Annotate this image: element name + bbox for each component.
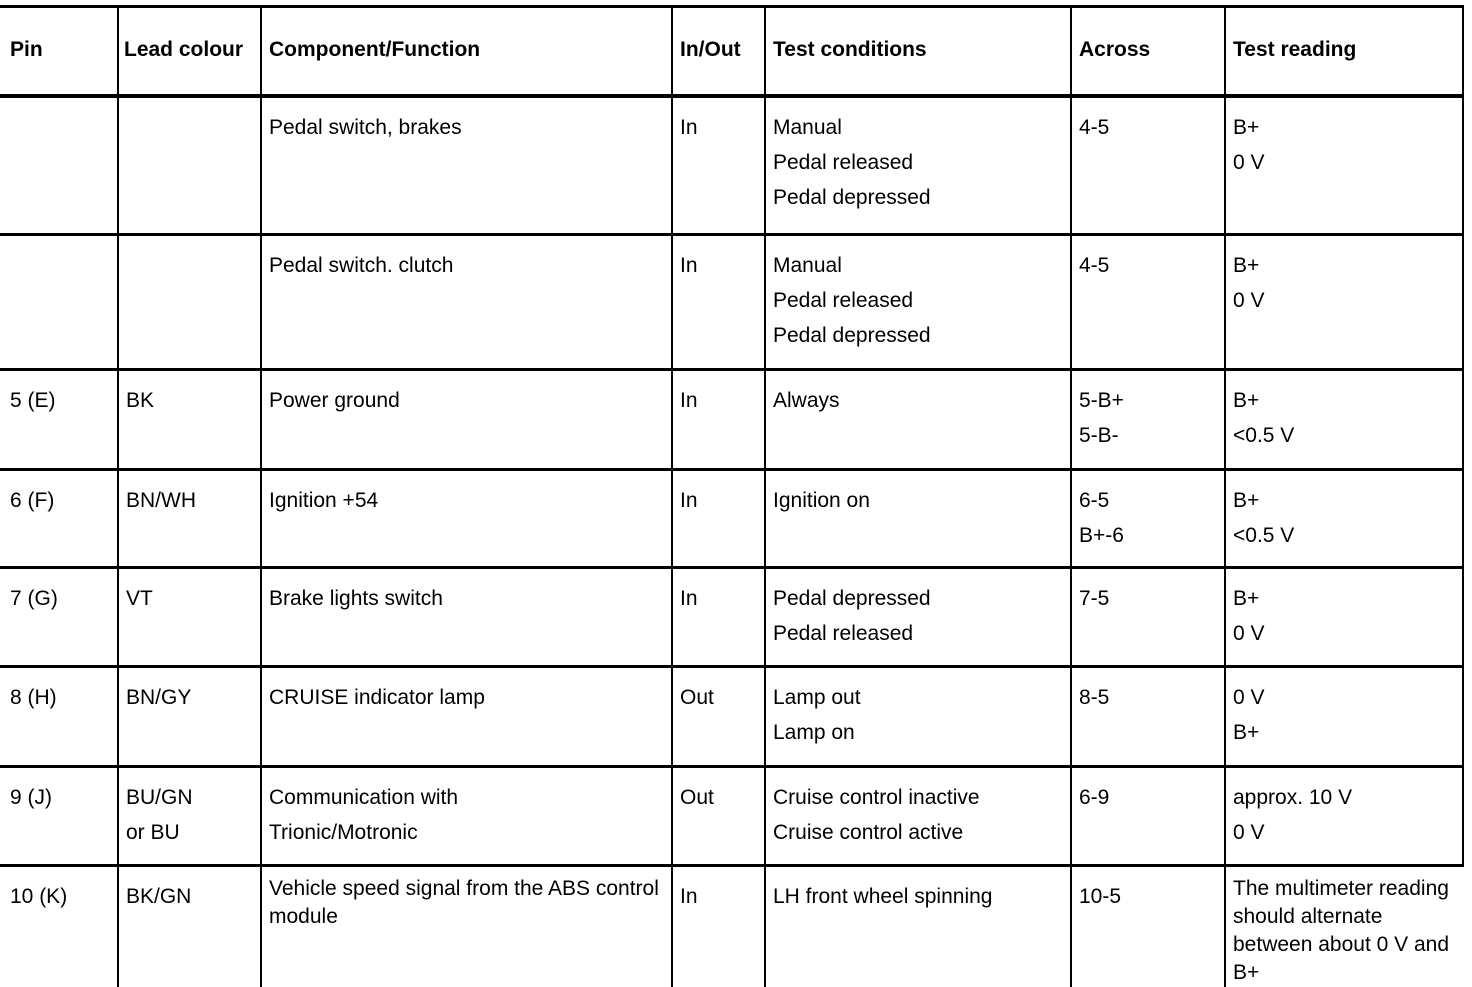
cell-text: 7 (G) bbox=[10, 586, 58, 610]
cell-text: Out bbox=[680, 785, 714, 809]
cell-text: Manual bbox=[773, 116, 842, 139]
cell-lead-colour bbox=[118, 666, 261, 766]
cell-text: In bbox=[680, 586, 698, 610]
cell-text: BN/WH bbox=[126, 488, 196, 512]
cell-across bbox=[1071, 469, 1225, 567]
cell-text: Pedal switch, brakes bbox=[269, 116, 462, 139]
cell-pin bbox=[0, 865, 118, 987]
cell-across bbox=[1071, 369, 1225, 469]
column-header-across: Across bbox=[1071, 7, 1225, 97]
cell-text: B+ bbox=[1233, 586, 1260, 610]
cell-text: 0 V bbox=[1233, 820, 1265, 844]
cell-component-function bbox=[261, 234, 672, 369]
cell-component-function bbox=[261, 567, 672, 666]
table-row bbox=[0, 469, 1463, 567]
cell-text: In bbox=[680, 116, 698, 139]
cell-text: Trionic/Motronic bbox=[269, 820, 418, 844]
cell-text: BU/GN bbox=[126, 785, 193, 809]
cell-text: 6 (F) bbox=[10, 488, 55, 512]
cell-text: Communication with bbox=[269, 785, 459, 809]
cell-text: Ignition on bbox=[773, 488, 870, 512]
cell-text: Pedal released bbox=[773, 621, 914, 645]
cell-text: BK bbox=[126, 388, 155, 412]
table-row bbox=[0, 96, 1463, 234]
cell-text: Lamp on bbox=[773, 720, 855, 744]
cell-text: VT bbox=[126, 586, 153, 610]
column-header-in-out: In/Out bbox=[672, 7, 765, 97]
cell-text: In bbox=[680, 884, 698, 908]
cell-text: BK/GN bbox=[126, 884, 192, 908]
cell-test-reading bbox=[1225, 369, 1463, 469]
cell-test-conditions bbox=[765, 469, 1071, 567]
cell-lead-colour bbox=[118, 865, 261, 987]
cell-test-conditions bbox=[765, 567, 1071, 666]
pin-test-table bbox=[0, 5, 1464, 987]
cell-text: 5-B+ bbox=[1079, 388, 1124, 412]
cell-text: B+-6 bbox=[1079, 523, 1124, 547]
table-row bbox=[0, 666, 1463, 766]
cell-text: 10-5 bbox=[1079, 884, 1122, 908]
cell-in-out bbox=[672, 666, 765, 766]
cell-component-function bbox=[261, 766, 672, 865]
column-header-component-function: Component/Function bbox=[261, 7, 672, 97]
cell-text: Ignition +54 bbox=[269, 488, 379, 512]
cell-in-out bbox=[672, 766, 765, 865]
cell-text: B+ bbox=[1233, 720, 1260, 744]
cell-text: 8 (H) bbox=[10, 685, 57, 709]
cell-text: 8-5 bbox=[1079, 685, 1110, 709]
cell-lead-colour bbox=[118, 369, 261, 469]
cell-text: 6-5 bbox=[1079, 488, 1110, 512]
cell-text: Lamp out bbox=[773, 685, 861, 709]
cell-test-conditions bbox=[765, 369, 1071, 469]
cell-text: approx. 10 V bbox=[1233, 785, 1353, 809]
cell-text: The multimeter reading should alternate between about 0 V and B+ bbox=[1233, 876, 1450, 984]
cell-test-conditions bbox=[765, 865, 1071, 987]
cell-test-conditions bbox=[765, 766, 1071, 865]
cell-text: or BU bbox=[126, 820, 180, 844]
cell-test-reading bbox=[1225, 234, 1463, 369]
cell-pin bbox=[0, 567, 118, 666]
cell-text: B+ bbox=[1233, 116, 1260, 139]
table-row bbox=[0, 865, 1463, 987]
cell-test-conditions bbox=[765, 666, 1071, 766]
cell-text: CRUISE indicator lamp bbox=[269, 685, 485, 709]
cell-in-out bbox=[672, 865, 765, 987]
cell-pin bbox=[0, 369, 118, 469]
cell-text: Manual bbox=[773, 253, 842, 277]
cell-test-conditions bbox=[765, 96, 1071, 234]
cell-across bbox=[1071, 766, 1225, 865]
cell-text: Cruise control inactive bbox=[773, 785, 980, 809]
cell-in-out bbox=[672, 469, 765, 567]
cell-component-function bbox=[261, 96, 672, 234]
cell-lead-colour bbox=[118, 96, 261, 234]
cell-pin bbox=[0, 96, 118, 234]
cell-across bbox=[1071, 666, 1225, 766]
cell-pin bbox=[0, 766, 118, 865]
cell-lead-colour bbox=[118, 234, 261, 369]
cell-in-out bbox=[672, 96, 765, 234]
cell-text: Pedal released bbox=[773, 288, 914, 312]
cell-text: B+ bbox=[1233, 488, 1260, 512]
cell-text: Always bbox=[773, 388, 840, 412]
cell-across bbox=[1071, 96, 1225, 234]
cell-pin bbox=[0, 469, 118, 567]
cell-text: 5-B- bbox=[1079, 423, 1119, 447]
column-header-test-conditions: Test conditions bbox=[765, 7, 1071, 97]
cell-across bbox=[1071, 234, 1225, 369]
cell-text: 4-5 bbox=[1079, 116, 1110, 139]
cell-text: 0 V bbox=[1233, 685, 1265, 709]
header-row bbox=[0, 7, 1463, 97]
cell-in-out bbox=[672, 234, 765, 369]
cell-across bbox=[1071, 567, 1225, 666]
column-header-lead-colour: Lead colour bbox=[118, 7, 261, 97]
cell-text: 10 (K) bbox=[10, 884, 68, 908]
cell-text: <0.5 V bbox=[1233, 423, 1295, 447]
cell-text: 7-5 bbox=[1079, 586, 1110, 610]
cell-text: 0 V bbox=[1233, 288, 1265, 312]
cell-text: Cruise control active bbox=[773, 820, 964, 844]
cell-text: 0 V bbox=[1233, 621, 1265, 645]
cell-test-reading bbox=[1225, 96, 1463, 234]
cell-text: 0 V bbox=[1233, 151, 1265, 174]
cell-text: 6-9 bbox=[1079, 785, 1110, 809]
cell-pin bbox=[0, 666, 118, 766]
cell-text: Pedal switch. clutch bbox=[269, 253, 454, 277]
cell-text: 4-5 bbox=[1079, 253, 1110, 277]
cell-component-function bbox=[261, 865, 672, 987]
cell-lead-colour bbox=[118, 469, 261, 567]
column-header-pin: Pin bbox=[0, 7, 118, 97]
table-row bbox=[0, 234, 1463, 369]
cell-across bbox=[1071, 865, 1225, 987]
cell-text: 9 (J) bbox=[10, 785, 52, 809]
cell-component-function bbox=[261, 666, 672, 766]
cell-text: Pedal released bbox=[773, 151, 914, 174]
table-row bbox=[0, 369, 1463, 469]
cell-lead-colour bbox=[118, 766, 261, 865]
cell-test-conditions bbox=[765, 234, 1071, 369]
cell-in-out bbox=[672, 567, 765, 666]
cell-text: Vehicle speed signal from the ABS control module bbox=[269, 876, 659, 928]
cell-in-out bbox=[672, 369, 765, 469]
column-header-test-reading: Test reading bbox=[1225, 7, 1463, 97]
cell-text: LH front wheel spinning bbox=[773, 884, 993, 908]
cell-text: BN/GY bbox=[126, 685, 192, 709]
cell-text: B+ bbox=[1233, 388, 1260, 412]
cell-test-reading bbox=[1225, 666, 1463, 766]
cell-text: Power ground bbox=[269, 388, 400, 412]
table-row bbox=[0, 567, 1463, 666]
cell-text: Pedal depressed bbox=[773, 323, 931, 347]
cell-test-reading bbox=[1225, 469, 1463, 567]
table-row bbox=[0, 766, 1463, 865]
cell-text: In bbox=[680, 488, 698, 512]
cell-text: B+ bbox=[1233, 253, 1260, 277]
cell-test-reading bbox=[1225, 567, 1463, 666]
cell-text: Pedal depressed bbox=[773, 586, 931, 610]
cell-text: In bbox=[680, 388, 698, 412]
cell-text: In bbox=[680, 253, 698, 277]
cell-lead-colour bbox=[118, 567, 261, 666]
cell-text: Brake lights switch bbox=[269, 586, 443, 610]
cell-text: Out bbox=[680, 685, 714, 709]
cell-pin bbox=[0, 234, 118, 369]
cell-component-function bbox=[261, 369, 672, 469]
cell-test-reading bbox=[1225, 865, 1463, 987]
cell-text: <0.5 V bbox=[1233, 523, 1295, 547]
cell-text: 5 (E) bbox=[10, 388, 56, 412]
cell-test-reading bbox=[1225, 766, 1463, 865]
cell-component-function bbox=[261, 469, 672, 567]
cell-text: Pedal depressed bbox=[773, 186, 931, 209]
